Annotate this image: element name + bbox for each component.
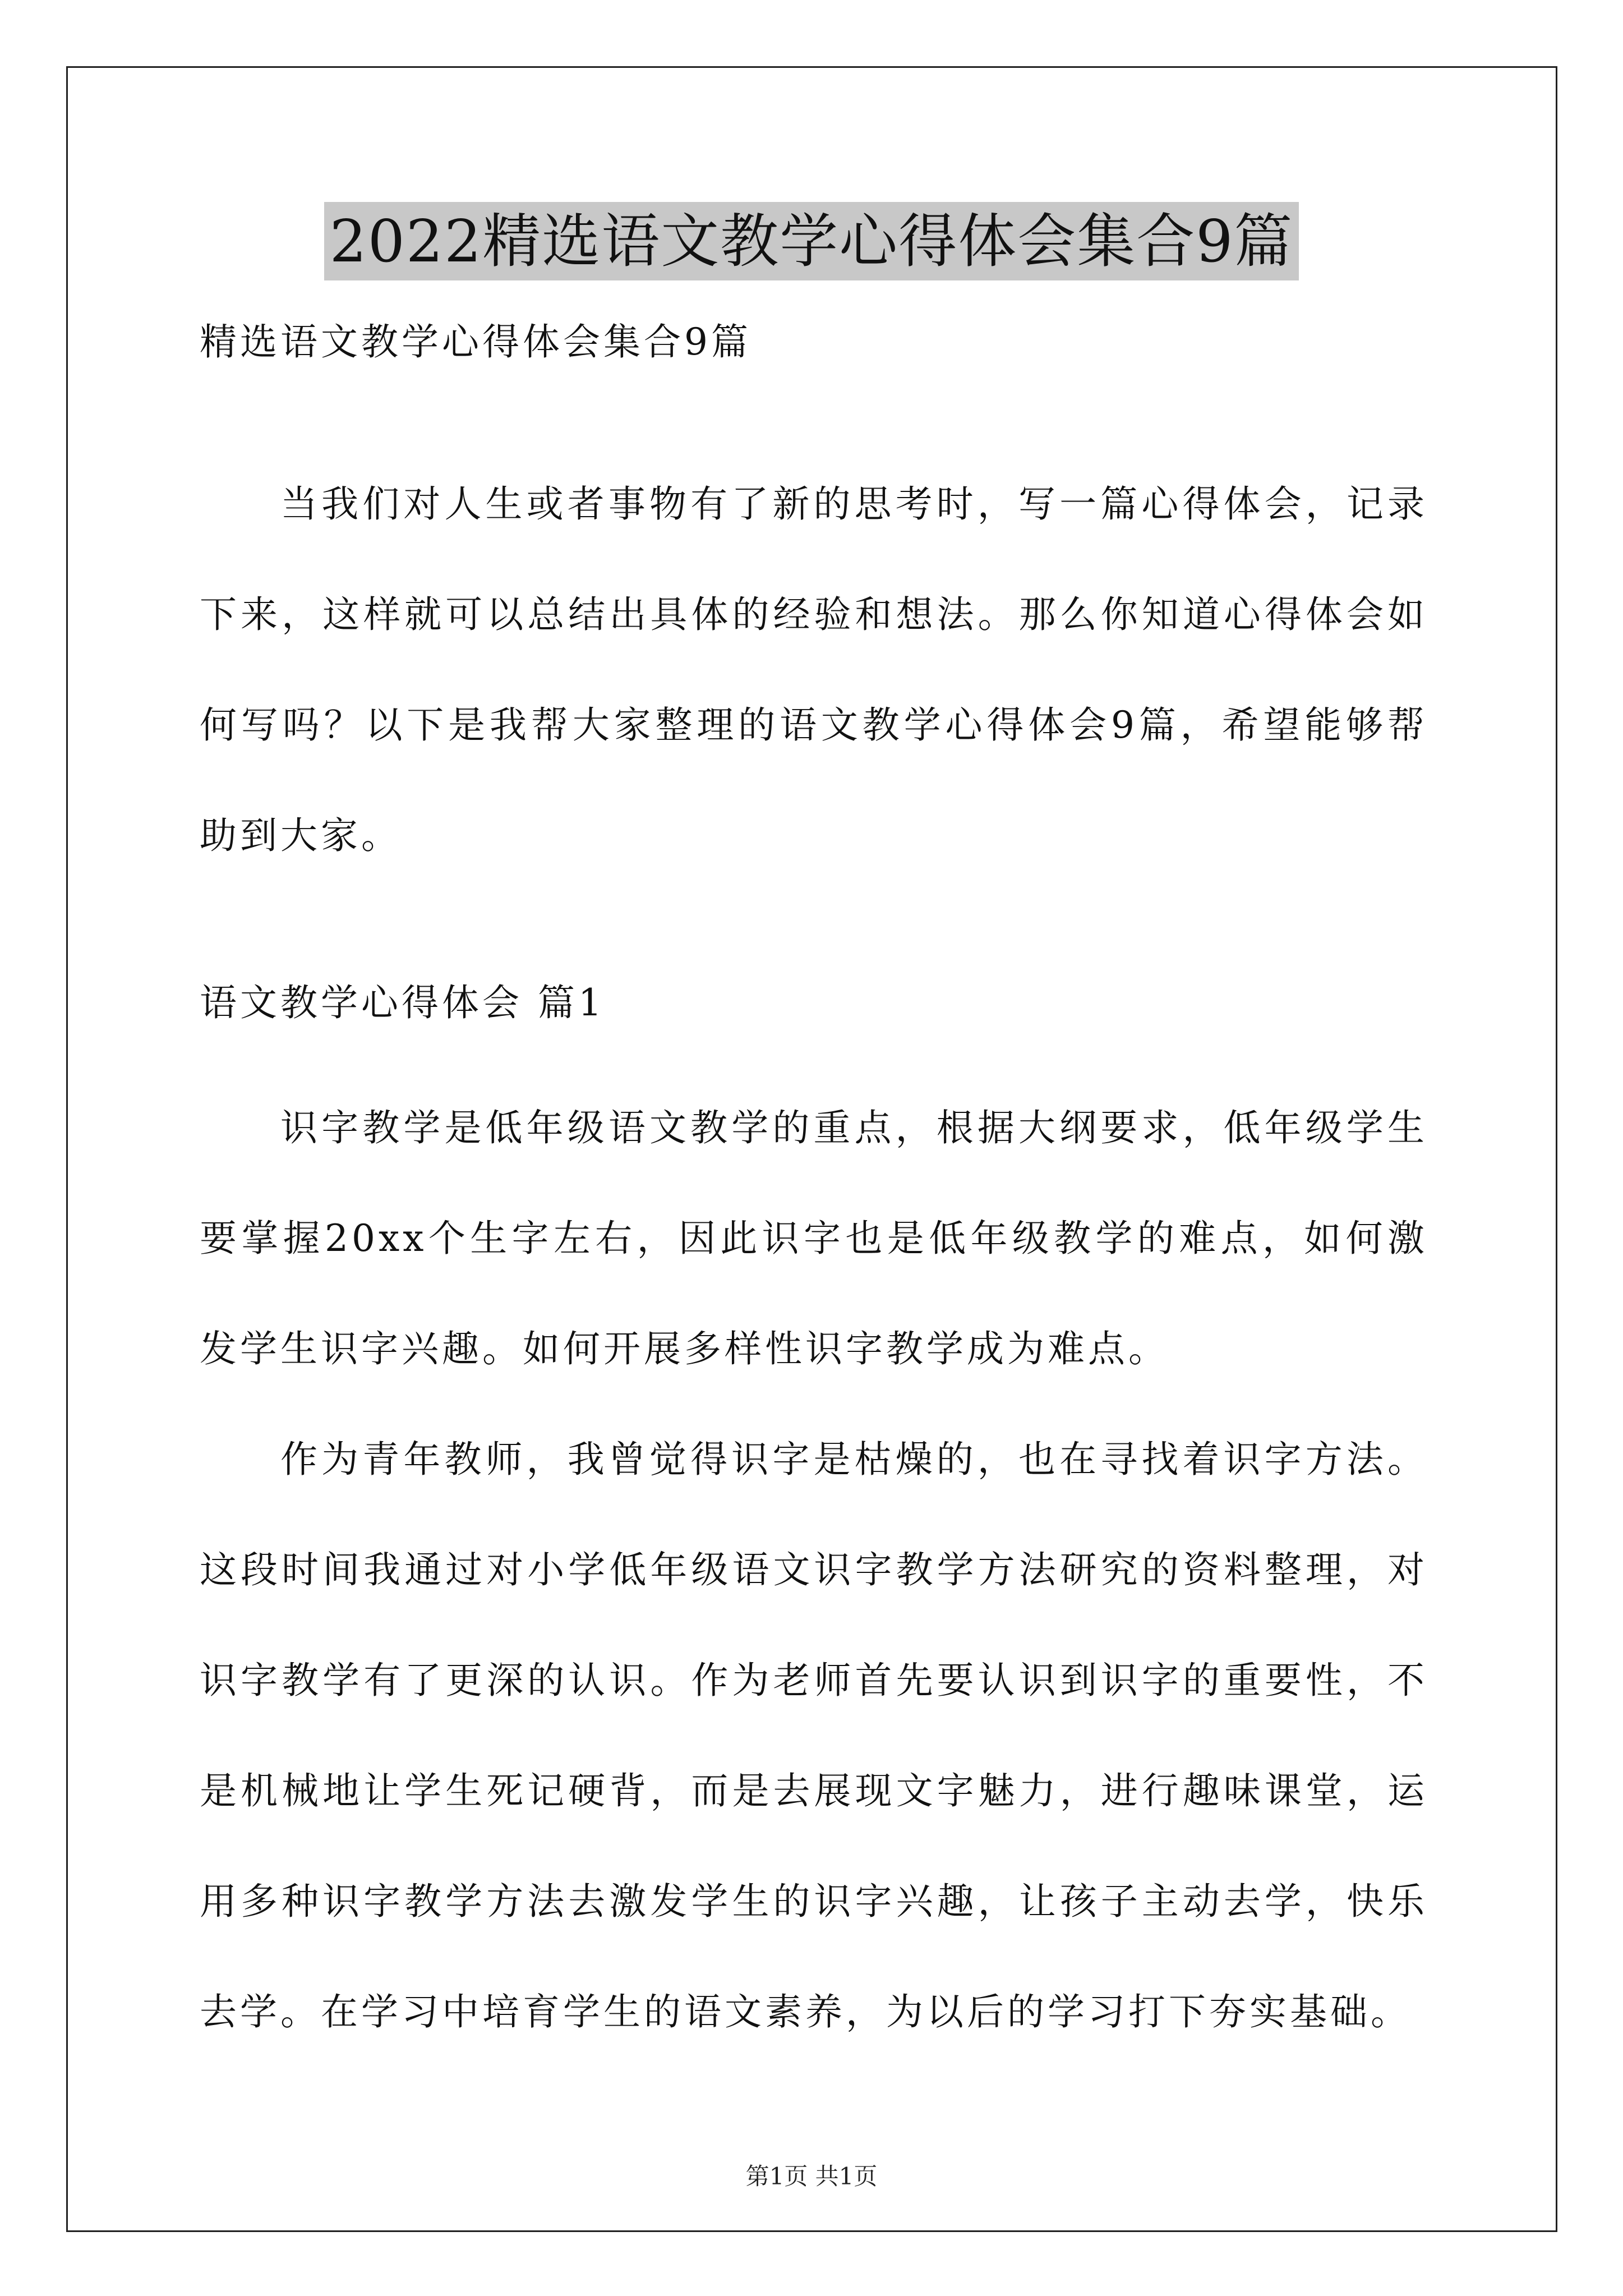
section-body <box>200 1073 1428 2067</box>
document-subtitle: 精选语文教学心得体会集合9篇 <box>200 320 751 364</box>
page-footer: 第1页 共1页 <box>745 2162 878 2190</box>
section-heading: 语文教学心得体会 篇1 <box>200 981 605 1024</box>
intro-paragraph: 当我们对人生或者事物有了新的思考时，写一篇心得体会，记录下来，这样就可以总结出具体的经验和想法。那么你知道心得体会如何写吗？以下是我帮大家整理的语文教学心得体会9篇，希望能够帮助到大家。 <box>200 482 1428 857</box>
body-paragraph: 作为青年教师，我曾觉得识字是枯燥的，也在寻找着识字方法。这段时间我通过对小学低年级语文识字教学方法研究的资料整理，对识字教学有了更深的认识。作为老师首先要认识到识字的重要性，不是机械地让学生死记硬背，而是去展现文字魅力，进行趣味课堂，运用多种识字教学方法去激发学生的识字兴趣，让孩子主动去学，快乐去学。在学习中培育学生的语文素养，为以后的学习打下夯实基础。 <box>200 1438 1428 2033</box>
body-paragraph: 识字教学是低年级语文教学的重点，根据大纲要求，低年级学生要掌握20xx个生字左右，因此识字也是低年级教学的难点，如何激发学生识字兴趣。如何开展多样性识字教学成为难点。 <box>200 1106 1428 1370</box>
document-title: 2022精选语文教学心得体会集合9篇 <box>324 202 1299 280</box>
title-container <box>0 202 1623 280</box>
